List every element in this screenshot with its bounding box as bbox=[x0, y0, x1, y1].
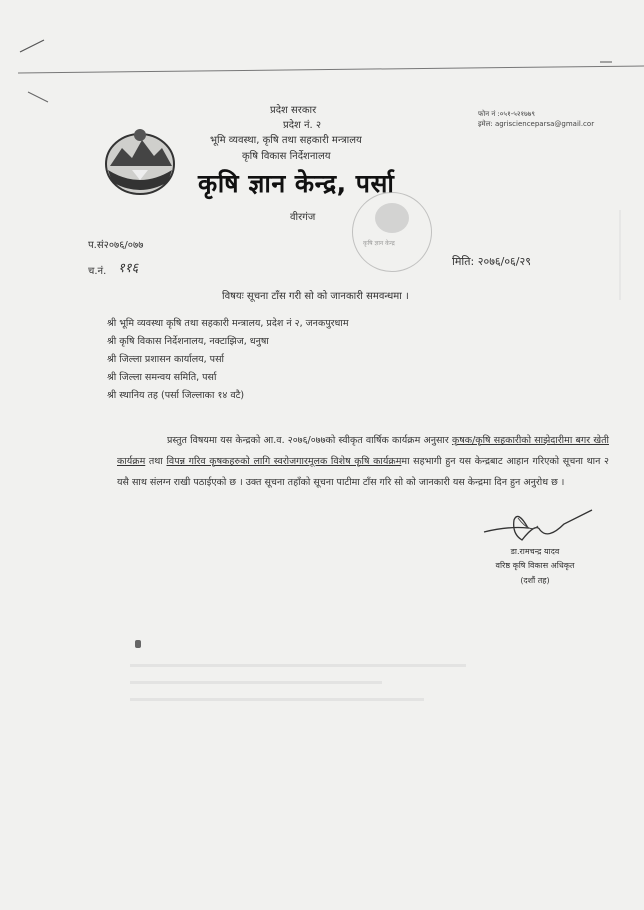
letter-subject: विषयः सूचना टाँस गरी सो को जानकारी समवन्धमा । bbox=[222, 291, 409, 302]
addressee: श्री जिल्ला समन्वय समिति, पर्सा bbox=[107, 372, 217, 383]
body-text-2: तथा bbox=[145, 456, 167, 467]
letter-date: मिति: २०७६/०६/२९ bbox=[452, 255, 531, 268]
scan-show-through bbox=[130, 650, 550, 701]
stamp-text: कृषि ज्ञान केन्द्र bbox=[363, 240, 395, 247]
header-line-1: प्रदेश सरकार bbox=[270, 105, 317, 116]
scan-speck bbox=[135, 640, 141, 648]
addressee-list bbox=[107, 315, 349, 405]
body-underlined-1: कृषक/कृषि सहकारीको साझेदारीमा बगर खेती कार्यक्रम bbox=[117, 435, 609, 467]
dispatch-label: च.नं. bbox=[88, 266, 107, 277]
header-line-2: प्रदेश नं. २ bbox=[283, 120, 322, 131]
office-title: कृषि ज्ञान केन्द्र, पर्सा bbox=[198, 169, 395, 198]
letter-body bbox=[117, 430, 609, 493]
signatory-title: वरिष्ठ कृषि विकास अधिकृत bbox=[495, 561, 575, 570]
addressee: श्री स्थानिय तह (पर्सा जिल्लाका १४ वटै) bbox=[107, 390, 245, 401]
stamp-emblem-icon bbox=[375, 203, 409, 233]
body-underlined-2: विपन्न गरिव कृषकहरुको लागि स्वरोजगारमूलक विशेष कृषि कार्यक्रम bbox=[166, 456, 402, 467]
addressee: श्री जिल्ला प्रशासन कार्यालय, पर्सा bbox=[107, 354, 224, 365]
body-text-3: मा सहभागी हुन यस केन्द्रबाट आहान गरिएको सूचना थान २ यसै साथ संलग्न राखी पठाईएको छ । उक्त सूचना तहाँको सूचना पाटीमा टाँस गरि सो को जानकारी यस केन्द्रमा दिन हुन अनुरोध छ । bbox=[117, 456, 609, 488]
city-name: वीरगंज bbox=[290, 212, 316, 223]
addressee: श्री भूमि व्यवस्था कृषि तथा सहकारी मन्त्रालय, प्रदेश नं २, जनकपुरधाम bbox=[107, 318, 349, 329]
signatory-name: डा.रामचन्द्र यादव bbox=[510, 547, 560, 556]
dispatch-number: ११६ bbox=[118, 261, 139, 276]
phone-number: फोन नं :०५१-५२१७७९ bbox=[478, 110, 536, 118]
header-line-4: कृषि विकास निर्देशनालय bbox=[242, 151, 331, 162]
body-text-1: प्रस्तुत विषयमा यस केन्द्रको आ.व. २०७६/०७७को स्वीकृत वार्षिक कार्यक्रम अनुसार bbox=[167, 435, 449, 446]
addressee: श्री कृषि विकास निर्देशनालय, नक्टाझिज, धनुषा bbox=[107, 336, 269, 347]
reference-number: प.सं२०७६/०७७ bbox=[88, 240, 144, 251]
office-stamp bbox=[352, 192, 432, 272]
nepal-emblem bbox=[102, 126, 178, 198]
header-line-3: भूमि व्यवस्था, कृषि तथा सहकारी मन्त्रालय bbox=[210, 135, 362, 146]
signatory-rank: (दशौं तह) bbox=[520, 576, 550, 585]
email-address: इमेल: agriscienceparsa@gmail.cor bbox=[478, 120, 595, 128]
